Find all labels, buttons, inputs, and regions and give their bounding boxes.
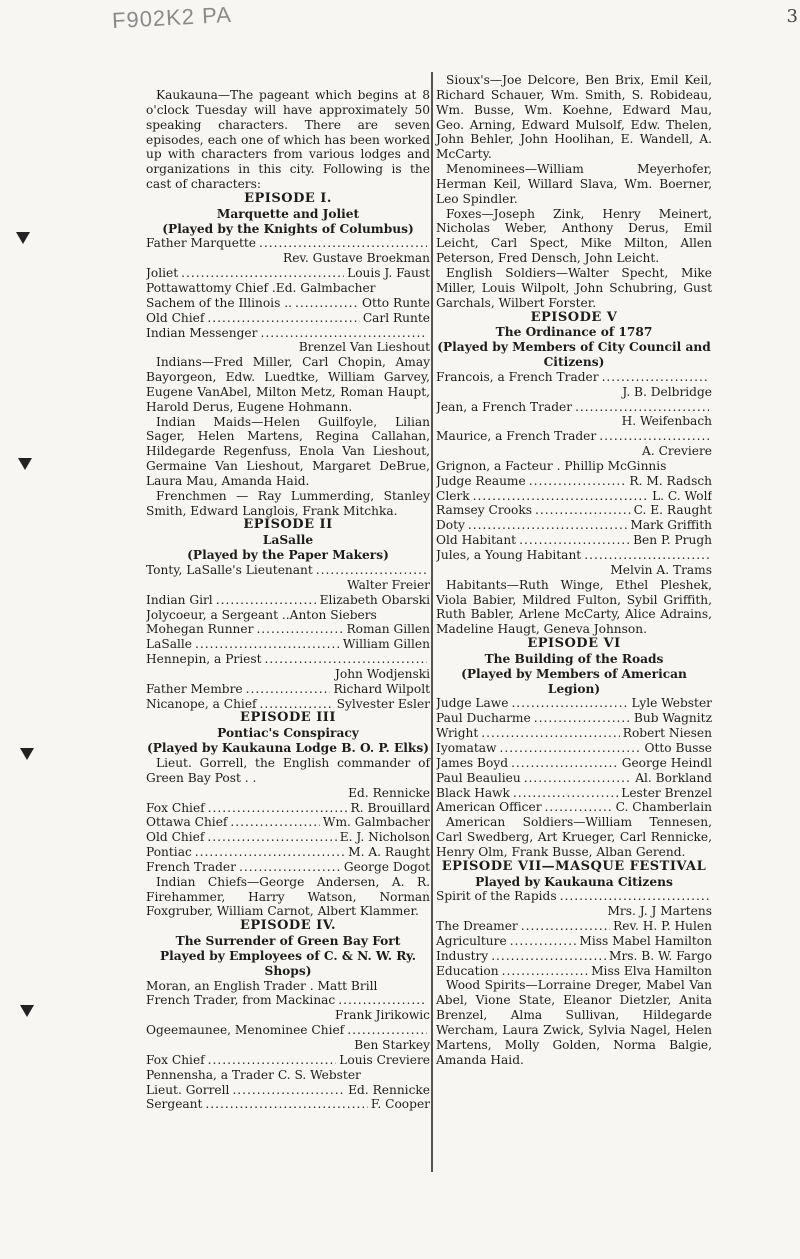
cast-actor-continued: J. B. Delbridge: [622, 384, 712, 399]
leader-dots: [208, 801, 348, 816]
role-name: Pennensha, a Trader C. S. Webster: [146, 1067, 361, 1082]
leader-dots: [195, 637, 340, 652]
actor-name: Miss Mabel Hamilton: [579, 933, 712, 948]
leader-dots: [246, 682, 331, 697]
role-name: Jean, a French Trader: [436, 399, 573, 414]
role-name: Father Marquette: [146, 236, 256, 251]
leader-dots: [560, 889, 709, 904]
role-name: Paul Ducharme: [436, 711, 531, 726]
role-name: Ottawa Chief: [146, 815, 228, 830]
cast-role-row: [436, 889, 712, 904]
role-name: Iyomataw: [436, 740, 497, 755]
cast-actor-continued: A. Creviere: [642, 444, 712, 459]
cast-role-row: [146, 563, 430, 578]
role-name: Moran, an English Trader . Matt Brill: [146, 978, 378, 993]
cast-role-row: [146, 652, 430, 667]
actor-name: Elizabeth Obarski: [319, 592, 430, 607]
role-name: Clerk: [436, 488, 470, 503]
binding-mark-icon: [18, 458, 32, 470]
cast-paragraph: English Soldiers—Walter Specht, Mike Miller, Louis Wilpolt, John Schubring, Gust Garchals, Wilbert Forster.: [436, 265, 712, 310]
cast-role-row: [436, 533, 712, 548]
actor-name: George Dogot: [343, 859, 430, 874]
role-name: Judge Reaume: [436, 473, 526, 488]
actor-name: Louis Creviere: [339, 1052, 430, 1067]
cast-role-row: [436, 800, 712, 815]
actor-name: Carl Runte: [362, 310, 430, 325]
cast-role-row: [436, 518, 712, 533]
leader-dots: [295, 296, 359, 311]
cast-role-row: [146, 830, 430, 845]
actor-name: C. E. Raught: [633, 503, 712, 518]
leader-dots: [232, 1083, 345, 1098]
leader-dots: [208, 1053, 337, 1068]
actor-name: George Heindl: [621, 755, 712, 770]
role-name: LaSalle: [146, 637, 192, 652]
cast-actor-continued: Melvin A. Trams: [610, 562, 712, 577]
role-name: Lieut. Gorrell: [146, 1082, 230, 1097]
cast-role-row: [146, 801, 430, 816]
leader-dots: [584, 548, 709, 563]
cast-paragraph: Lieut. Gorrell, the English commander of Green Bay Post . .: [146, 755, 430, 785]
cast-role-row: [146, 1083, 430, 1098]
leader-dots: [230, 815, 320, 830]
leader-dots: [338, 993, 427, 1008]
leader-dots: [524, 771, 633, 786]
cast-role-row: [436, 489, 712, 504]
cast-role-row: [436, 503, 712, 518]
archive-stamp: F902K2 PA: [111, 1, 233, 34]
episode-subheading: (Played by Kaukauna Lodge B. O. P. Elks): [147, 741, 429, 756]
actor-name: Mrs. B. W. Fargo: [608, 948, 712, 963]
role-name: Jules, a Young Habitant: [436, 548, 582, 562]
actor-name: M. A. Raught: [348, 845, 430, 860]
cast-role-row: [436, 429, 712, 444]
leader-dots: [534, 711, 631, 726]
cast-actor-continued: Mrs. J. J Martens: [607, 904, 712, 919]
leader-dots: [491, 949, 606, 964]
cast-actor-continued: Brenzel Van Lieshout: [298, 340, 430, 355]
role-name: Fox Chief: [146, 1052, 205, 1067]
actor-name: Ben P. Prugh: [633, 533, 712, 548]
leader-dots: [502, 964, 588, 979]
leader-dots: [260, 697, 334, 712]
role-name: Spirit of the Rapids: [436, 889, 557, 904]
leader-dots: [473, 489, 649, 504]
leader-dots: [535, 503, 631, 518]
actor-name: Mark Griffith: [630, 518, 712, 533]
role-name: Father Membre: [146, 681, 243, 696]
role-name: Maurice, a French Trader: [436, 429, 597, 444]
cast-actor-continued: Walter Freier: [347, 577, 430, 592]
leader-dots: [521, 919, 610, 934]
role-name: Black Hawk: [436, 785, 510, 800]
actor-name: L. C. Wolf: [652, 488, 712, 503]
leader-dots: [207, 830, 336, 845]
cast-role-row: [146, 682, 430, 697]
actor-name: C. Chamberlain: [615, 800, 712, 815]
cast-role-row: [436, 696, 712, 711]
episode-heading: EPISODE III: [240, 710, 336, 726]
role-name: Pottawattomy Chief .Ed. Galmbacher: [146, 280, 376, 295]
role-name: Francois, a French Trader: [436, 369, 599, 384]
cast-role-row: [146, 979, 430, 994]
episode-subheading: The Ordinance of 1787: [495, 325, 653, 340]
cast-paragraph: American Soldiers—William Tennesen, Carl Swedberg, Art Krueger, Carl Rennicke, Henry Olm, Frank Busse, Alban Gerend.: [436, 815, 712, 859]
cast-actor-continued: H. Weifenbach: [621, 414, 712, 429]
cast-role-row: [436, 726, 712, 741]
leader-dots: [519, 533, 630, 548]
role-name: Industry: [436, 948, 489, 963]
leader-dots: [181, 266, 344, 281]
episode-subheading: The Building of the Roads: [484, 651, 664, 666]
cast-role-row: [146, 622, 430, 637]
role-name: James Boyd: [436, 755, 509, 770]
role-name: Agriculture: [436, 933, 507, 948]
cast-actor-continued: Ben Starkey: [354, 1038, 430, 1052]
actor-name: R. M. Radsch: [629, 473, 712, 488]
role-name: Pontiac: [146, 845, 192, 860]
episode-subheading: LaSalle: [262, 533, 314, 548]
cast-paragraph: Indian Maids—Helen Guilfoyle, Lilian Sager, Helen Martens, Regina Callahan, Hildegarde Regenfuss, Enola Van Lieshout, Germaine Van Lieshout, Margaret DeBrue, Laura Mau, Amanda Haid.: [146, 414, 430, 488]
cast-role-row: [146, 1023, 430, 1038]
role-name: Fox Chief: [146, 800, 205, 815]
cast-role-row: [436, 474, 712, 489]
actor-name: Roman Gillen: [346, 622, 430, 637]
article-column-right: [436, 73, 712, 1068]
cast-role-row: [146, 311, 430, 326]
episode-heading: EPISODE I.: [244, 190, 332, 206]
role-name: French Trader: [146, 859, 236, 874]
column-divider: [431, 72, 433, 1172]
role-name: Jolycoeur, a Sergeant ..Anton Siebers: [146, 607, 377, 622]
actor-name: Miss Elva Hamilton: [591, 963, 712, 978]
episode-subheading: Played by Employees of C. & N. W. Ry. Shops): [159, 948, 417, 978]
cast-role-row: [436, 741, 712, 756]
cast-actor-continued: Frank Jirikowic: [334, 1008, 430, 1023]
cast-role-row: [436, 548, 712, 563]
episode-subheading: Marquette and Joliet: [216, 206, 360, 221]
leader-dots: [545, 800, 613, 815]
leader-dots: [602, 370, 709, 385]
role-name: Nicanope, a Chief: [146, 696, 257, 711]
binding-mark-icon: [20, 1005, 34, 1017]
cast-role-row: [146, 296, 430, 311]
cast-role-row: [146, 860, 430, 875]
actor-name: Rev. H. P. Hulen: [613, 919, 712, 934]
role-name: Wright: [436, 726, 479, 741]
role-name: Ramsey Crooks: [436, 503, 532, 518]
leader-dots: [316, 563, 427, 578]
leader-dots: [259, 236, 427, 251]
cast-role-row: [146, 266, 430, 281]
cast-actor-continued: Ed. Rennicke: [348, 785, 430, 800]
leader-dots: [513, 786, 618, 801]
role-name: Grignon, a Facteur . Phillip McGinnis: [436, 458, 667, 473]
episode-heading: EPISODE IV.: [239, 918, 337, 934]
cast-role-row: [146, 845, 430, 860]
cast-paragraph: Habitants—Ruth Winge, Ethel Pleshek, Viola Babier, Mildred Fulton, Sybil Griffith, Ruth Babler, Arlene McCarty, Alice Adrains, Madeline Haugt, Geneva Johnson.: [436, 577, 712, 637]
role-name: Education: [436, 963, 499, 978]
cast-role-row: [146, 1053, 430, 1068]
role-name: Old Habitant: [436, 533, 517, 548]
actor-name: Ed. Rennicke: [348, 1082, 430, 1097]
cast-role-row: [436, 370, 712, 385]
actor-name: Sylvester Esler: [336, 696, 430, 711]
leader-dots: [239, 860, 341, 875]
cast-role-row: [146, 1068, 430, 1083]
actor-name: Bub Wagnitz: [633, 711, 712, 726]
role-name: Ogeemaunee, Menominee Chief: [146, 1023, 345, 1038]
role-name: Sachem of the Illinois ..: [146, 295, 292, 310]
role-name: American Officer: [436, 800, 542, 815]
episode-subheading: (Played by the Knights of Columbus): [162, 221, 414, 236]
leader-dots: [260, 326, 427, 341]
cast-role-row: [436, 934, 712, 949]
actor-name: William Gillen: [342, 637, 430, 652]
cast-role-row: [146, 593, 430, 608]
cast-role-row: [436, 400, 712, 415]
cast-paragraph: Sioux's—Joe Delcore, Ben Brix, Emil Keil, Richard Schauer, Wm. Smith, S. Robideau, Wm. Busse, Wm. Koehne, Edward Mau, Geo. Arning, Edward Mulsolf, Edw. Thelen, John Behler, John Hoolihan, E. Wandell, A. McCarty.: [436, 73, 712, 162]
cast-role-row: [436, 919, 712, 934]
leader-dots: [599, 429, 709, 444]
actor-name: Otto Runte: [362, 295, 430, 310]
cast-role-row: [436, 711, 712, 726]
actor-name: Otto Busse: [644, 740, 712, 755]
leader-dots: [256, 622, 343, 637]
article-column-left: [146, 88, 430, 1112]
role-name: Tonty, LaSalle's Lieutenant: [146, 563, 313, 577]
episode-subheading: The Surrender of Green Bay Fort: [175, 934, 401, 949]
actor-name: F. Cooper: [370, 1097, 430, 1112]
cast-actor-continued: John Wodjenski: [334, 666, 430, 681]
leader-dots: [511, 756, 619, 771]
episode-heading: EPISODE II: [243, 517, 333, 533]
cast-paragraph: Frenchmen — Ray Lummerding, Stanley Smith, Edward Langlois, Frank Mitchka.: [146, 488, 430, 518]
cast-role-row: [146, 637, 430, 652]
actor-name: Robert Niesen: [622, 726, 712, 741]
actor-name: R. Brouillard: [350, 800, 430, 815]
cast-paragraph: Wood Spirits—Lorraine Dreger, Mabel Van Abel, Vione State, Eleanor Dietzler, Anita Brenzel, Alma Sullivan, Hildegarde Wercham, Laura Zwick, Sylvia Nagel, Helen Martens, Molly Golden, Norma Balgie, Amanda Haid.: [436, 978, 712, 1067]
leader-dots: [481, 726, 620, 741]
cast-paragraph: Kaukauna—The pageant which begins at 8 o'clock Tuesday will have approximately 50 speaking characters. There are seven episodes, each one of which has been worked up with characters from various lodges and organizations in this city. Following is the cast of characters:: [146, 88, 430, 192]
role-name: Paul Beaulieu: [436, 770, 521, 785]
role-name: Old Chief: [146, 830, 205, 845]
leader-dots: [575, 400, 709, 415]
actor-name: Louis J. Faust: [347, 266, 430, 281]
cast-role-row: [146, 608, 430, 623]
episode-subheading: (Played by Members of American Legion): [461, 666, 687, 696]
leader-dots: [216, 593, 317, 608]
cast-role-row: [146, 697, 430, 712]
actor-name: Richard Wilpolt: [333, 681, 430, 696]
leader-dots: [499, 741, 641, 756]
episode-heading: EPISODE V: [530, 309, 618, 325]
actor-name: Lester Brenzel: [621, 785, 712, 800]
leader-dots: [529, 474, 627, 489]
cast-role-row: [436, 771, 712, 786]
role-name: Mohegan Runner: [146, 622, 254, 637]
cast-role-row: [146, 815, 430, 830]
cast-role-row: [436, 964, 712, 979]
leader-dots: [195, 845, 345, 860]
cast-role-row: [146, 326, 430, 341]
role-name: French Trader, from Mackinac: [146, 993, 336, 1008]
episode-heading: EPISODE VII—MASQUE FESTIVAL: [441, 858, 707, 874]
cast-role-row: [146, 281, 430, 296]
leader-dots: [207, 311, 359, 326]
actor-name: Al. Borkland: [635, 770, 712, 785]
role-name: Indian Girl: [146, 592, 213, 607]
episode-subheading: Pontiac's Conspiracy: [217, 726, 359, 741]
leader-dots: [511, 696, 628, 711]
actor-name: E. J. Nicholson: [339, 830, 430, 845]
role-name: Hennepin, a Priest: [146, 652, 262, 667]
cast-role-row: [146, 236, 430, 251]
cast-role-row: [146, 993, 430, 1008]
page-number: 3: [786, 6, 798, 27]
cast-paragraph: Indian Chiefs—George Andersen, A. R. Firehammer, Harry Watson, Norman Foxgruber, William Carnot, Albert Klammer.: [146, 874, 430, 919]
role-name: Doty: [436, 518, 465, 533]
cast-role-row: [436, 459, 712, 474]
cast-paragraph: Menominees—William Meyerhofer, Herman Keil, Willard Slava, Wm. Boerner, Leo Spindler.: [436, 162, 712, 206]
episode-heading: EPISODE VI: [527, 636, 621, 652]
episode-subheading: Played by Kaukauna Citizens: [475, 874, 673, 889]
role-name: The Dreamer: [436, 919, 518, 934]
cast-actor-continued: Rev. Gustave Broekman: [283, 251, 430, 266]
leader-dots: [205, 1097, 367, 1112]
leader-dots: [468, 518, 628, 533]
cast-role-row: [436, 949, 712, 964]
binding-mark-icon: [20, 748, 34, 760]
episode-subheading: (Played by the Paper Makers): [187, 548, 389, 563]
role-name: Judge Lawe: [436, 696, 509, 711]
role-name: Joliet: [146, 266, 179, 281]
leader-dots: [347, 1023, 427, 1038]
role-name: Indian Messenger: [146, 325, 258, 340]
role-name: Sergeant: [146, 1097, 203, 1112]
actor-name: Wm. Galmbacher: [322, 815, 430, 830]
leader-dots: [264, 652, 427, 667]
cast-role-row: [436, 786, 712, 801]
episode-subheading: (Played by Members of City Council and Citizens): [437, 340, 711, 370]
cast-paragraph: Foxes—Joseph Zink, Henry Meinert, Nicholas Weber, Anthony Derus, Emil Leicht, Carl Spect, Mike Milton, Allen Peterson, Fred Densch, John Leicht.: [436, 206, 712, 266]
cast-paragraph: Indians—Fred Miller, Carl Chopin, Amay Bayorgeon, Edw. Luedtke, William Garvey, Eugene VanAbel, Milton Metz, Roman Haupt, Harold Derus, Eugene Hohmann.: [146, 355, 430, 414]
cast-role-row: [436, 756, 712, 771]
binding-mark-icon: [16, 232, 30, 244]
actor-name: Lyle Webster: [631, 696, 712, 711]
cast-role-row: [146, 1097, 430, 1112]
role-name: Old Chief: [146, 310, 205, 325]
leader-dots: [510, 934, 577, 949]
